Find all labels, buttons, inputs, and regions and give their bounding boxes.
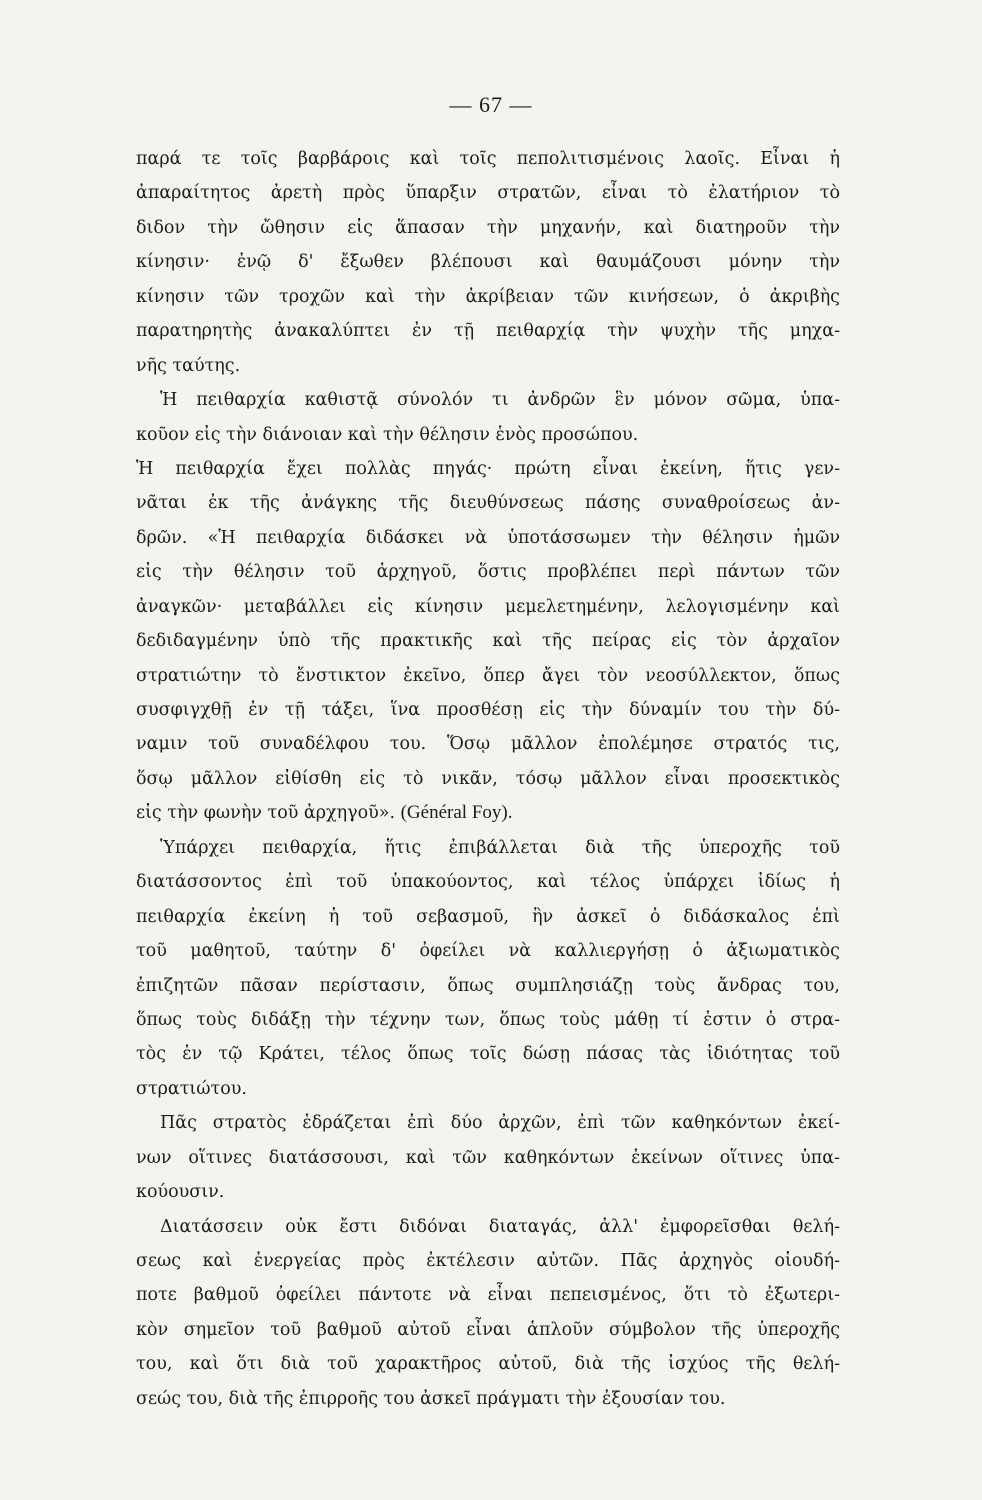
text-line: διδον τὴν ὤθησιν εἰς ἅπασαν τὴν μηχανήν, καὶ διατηροῦν τὴν [136,217,840,238]
text-line: κὸν σημεῖον τοῦ βαθμοῦ αὐτοῦ εἶναι ἁπλοῦν σύμβολον τῆς ὑπεροχῆς [136,1319,840,1340]
text-line: Πᾶς στρατὸς ἑδράζεται ἐπὶ δύο ἀρχῶν, ἐπὶ τῶν καθηκόντων ἐκεί- [160,1113,840,1134]
citation: (Général Foy). [400,802,513,824]
text-line: διατάσσοντος ἐπὶ τοῦ ὑπακούοντος, καὶ τέλος ὑπάρχει ἰδίως ἡ [136,872,840,893]
text-line: ναμιν τοῦ συναδέλφου του. Ὅσῳ μᾶλλον ἐπολέμησε στρατός τις, [136,734,840,755]
text-line: νᾶται ἐκ τῆς ἀνάγκης τῆς διευθύνσεως πάσης συναθροίσεως ἀν- [136,493,840,514]
text-line: Ἡ πειθαρχία καθιστᾷ σύνολόν τι ἀνδρῶν ἓν μόνον σῶμα, ὑπα- [160,390,840,411]
text-line: κοῦον εἰς τὴν διάνοιαν καὶ τὴν θέλησιν ἑνὸς προσώπου. [136,424,639,445]
text-line-with-citation [136,796,840,830]
body-text [136,142,840,1416]
text-line: Ὑπάρχει πειθαρχία, ἥτις ἐπιβάλλεται διὰ τῆς ὑπεροχῆς τοῦ [160,837,840,858]
text-line: ὅπως τοὺς διδάξῃ τὴν τέχνην των, ὅπως τοὺς μάθῃ τί ἐστιν ὁ στρα- [136,1009,840,1030]
text-line: ποτε βαθμοῦ ὀφείλει πάντοτε νὰ εἶναι πεπεισμένος, ὅτι τὸ ἐξωτερι- [136,1285,840,1306]
text-line: ὅσῳ μᾶλλον εἰθίσθη εἰς τὸ νικᾶν, τόσῳ μᾶλλον εἶναι προσεκτικὸς [136,768,840,789]
text-line: νῆς ταύτης. [136,355,241,376]
text-line: δρῶν. «Ἡ πειθαρχία διδάσκει νὰ ὑποτάσσωμεν τὴν θέλησιν ἡμῶν [136,527,840,548]
text-line: νων οἵτινες διατάσσουσι, καὶ τῶν καθηκόντων ἐκείνων οἵτινες ὑπα- [136,1147,840,1168]
text-line: σεως καὶ ἐνεργείας πρὸς ἐκτέλεσιν αὐτῶν. Πᾶς ἀρχηγὸς οἱουδή- [136,1251,840,1271]
text-line: ἀπαραίτητος ἀρετὴ πρὸς ὕπαρξιν στρατῶν, εἶναι τὸ ἐλατήριον τὸ [136,183,840,204]
quote-end: εἰς τὴν φωνὴν τοῦ ἀρχηγοῦ». [136,803,396,824]
text-line: κίνησιν· ἐνῷ δ' ἔξωθεν βλέπουσι καὶ θαυμάζουσι μόνην τὴν [136,252,840,273]
text-line: τὸς ἐν τῷ Κράτει, τέλος ὅπως τοῖς δώσῃ πάσας τὰς ἰδιότητας τοῦ [136,1044,840,1065]
text-line: κίνησιν τῶν τροχῶν καὶ τὴν ἀκρίβειαν τῶν κινήσεων, ὁ ἀκριβὴς [136,286,840,307]
text-line: στρατιώτην τὸ ἔνστικτον ἐκεῖνο, ὅπερ ἄγει τὸν νεοσύλλεκτον, ὅπως [136,665,840,686]
text-line: τοῦ μαθητοῦ, ταύτην δ' ὀφείλει νὰ καλλιεργήσῃ ὁ ἀξιωματικὸς [136,941,840,962]
text-line: παρατηρητὴς ἀνακαλύπτει ἐν τῇ πειθαρχίᾳ τὴν ψυχὴν τῆς μηχα- [136,321,840,342]
text-line: εἰς τὴν θέλησιν τοῦ ἀρχηγοῦ, ὅστις προβλέπει περὶ πάντων τῶν [136,562,840,583]
text-line: ἐπιζητῶν πᾶσαν περίστασιν, ὅπως συμπλησιάζῃ τοὺς ἄνδρας του, [136,975,840,996]
text-line: σεώς του, διὰ τῆς ἐπιρροῆς του ἀσκεῖ πράγματι τὴν ἐξουσίαν του. [136,1388,726,1409]
page-number: — 67 — [449,92,533,117]
text-line: Διατάσσειν οὐκ ἔστι διδόναι διαταγάς, ἀλλ' ἐμφορεῖσθαι θελή- [160,1216,840,1237]
text-line: του, καὶ ὅτι διὰ τοῦ χαρακτῆρος αὐτοῦ, διὰ τῆς ἰσχύος τῆς θελή- [136,1354,840,1375]
text-line: ἀναγκῶν· μεταβάλλει εἰς κίνησιν μεμελετημένην, λελογισμένην καὶ [136,596,840,617]
text-line: δεδιδαγμένην ὑπὸ τῆς πρακτικῆς καὶ τῆς πείρας εἰς τὸν ἀρχαῖον [136,631,840,652]
text-line: πειθαρχία ἐκείνη ἡ τοῦ σεβασμοῦ, ἣν ἀσκεῖ ὁ διδάσκαλος ἐπὶ [136,906,840,927]
text-line: συσφιγχθῇ ἐν τῇ τάξει, ἵνα προσθέσῃ εἰς τὴν δύναμίν του τὴν δύ- [136,700,840,720]
text-line: παρά τε τοῖς βαρβάροις καὶ τοῖς πεπολιτισμένοις λαοῖς. Εἶναι ἡ [136,149,840,169]
text-line: Ἡ πειθαρχία ἔχει πολλὰς πηγάς· πρώτη εἶναι ἐκείνη, ἥτις γεν- [136,458,840,479]
text-line: στρατιώτου. [136,1078,247,1099]
text-line: κούουσιν. [136,1182,225,1203]
